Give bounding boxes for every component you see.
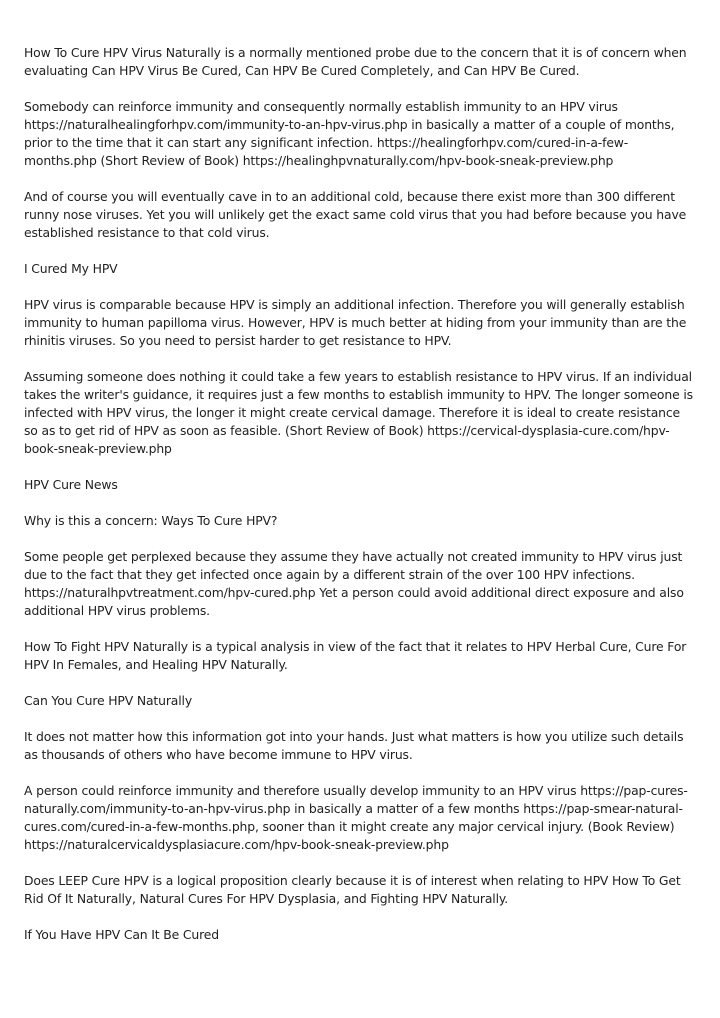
paragraph: How To Cure HPV Virus Naturally is a normally mentioned probe due to the concern that it is of concern when evaluating Can HPV Virus Be Cured, Can HPV Be Cured Completely, and Can HPV Be Cured. [24, 45, 687, 78]
paragraph: Some people get perplexed because they assume they have actually not created immunity to HPV virus just due to the fact that they get infected once again by a different strain of the over 100 HPV infections. https://naturalhpvtreatment.com/hpv-cured.php Yet a person could avoid additional direct exposure and also additional HPV virus problems. [24, 549, 684, 618]
section-heading: HPV Cure News [24, 477, 118, 492]
paragraph: How To Fight HPV Naturally is a typical analysis in view of the fact that it relates to HPV Herbal Cure, Cure For HPV In Females, and Healing HPV Naturally. [24, 639, 687, 672]
paragraph: And of course you will eventually cave in to an additional cold, because there exist more than 300 different runny nose viruses. Yet you will unlikely get the exact same cold virus that you had before because you have established resistance to that cold virus. [24, 189, 687, 240]
paragraph: Somebody can reinforce immunity and consequently normally establish immunity to an HPV virus https://naturalhealingforhpv.com/immunity-to-an-hpv-virus.php in basically a matter of a couple of months, prior to the time that it can start any significant infection. https://healingforhpv.com/cured-in-a-few-months.php (Short Review of Book) https://healinghpvnaturally.com/hpv-book-sneak-preview.php [24, 99, 675, 168]
paragraph: A person could reinforce immunity and therefore usually develop immunity to an HPV virus https://pap-cures-naturally.com/immunity-to-an-hpv-virus.php in basically a matter of a few months https://pap-smear-natural-cures.com/cured-in-a-few-months.php, sooner than it might create any major cervical injury. (Book Review) https://naturalcervicaldysplasiacure.com/hpv-book-sneak-preview.php [24, 783, 688, 852]
paragraph: Does LEEP Cure HPV is a logical proposition clearly because it is of interest when relating to HPV How To Get Rid Of It Naturally, Natural Cures For HPV Dysplasia, and Fighting HPV Naturally. [24, 873, 681, 906]
paragraph: Assuming someone does nothing it could take a few years to establish resistance to HPV virus. If an individual takes the writer's guidance, it requires just a few months to establish immunity to HPV. The longer someone is infected with HPV virus, the longer it might create cervical damage. Therefore it is ideal to create resistance so as to get rid of HPV as soon as feasible. (Short Review of Book) https://cervical-dysplasia-cure.com/hpv-book-sneak-preview.php [24, 369, 693, 456]
section-heading: I Cured My HPV [24, 261, 118, 276]
paragraph: HPV virus is comparable because HPV is simply an additional infection. Therefore you will generally establish immunity to human papilloma virus. However, HPV is much better at hiding from your immunity than are the rhinitis viruses. So you need to persist harder to get resistance to HPV. [24, 297, 687, 348]
document-body [24, 44, 696, 962]
section-heading: Why is this a concern: Ways To Cure HPV? [24, 513, 278, 528]
section-heading: If You Have HPV Can It Be Cured [24, 927, 219, 942]
section-heading: Can You Cure HPV Naturally [24, 693, 193, 708]
paragraph: It does not matter how this information got into your hands. Just what matters is how you utilize such details as thousands of others who have become immune to HPV virus. [24, 729, 684, 762]
